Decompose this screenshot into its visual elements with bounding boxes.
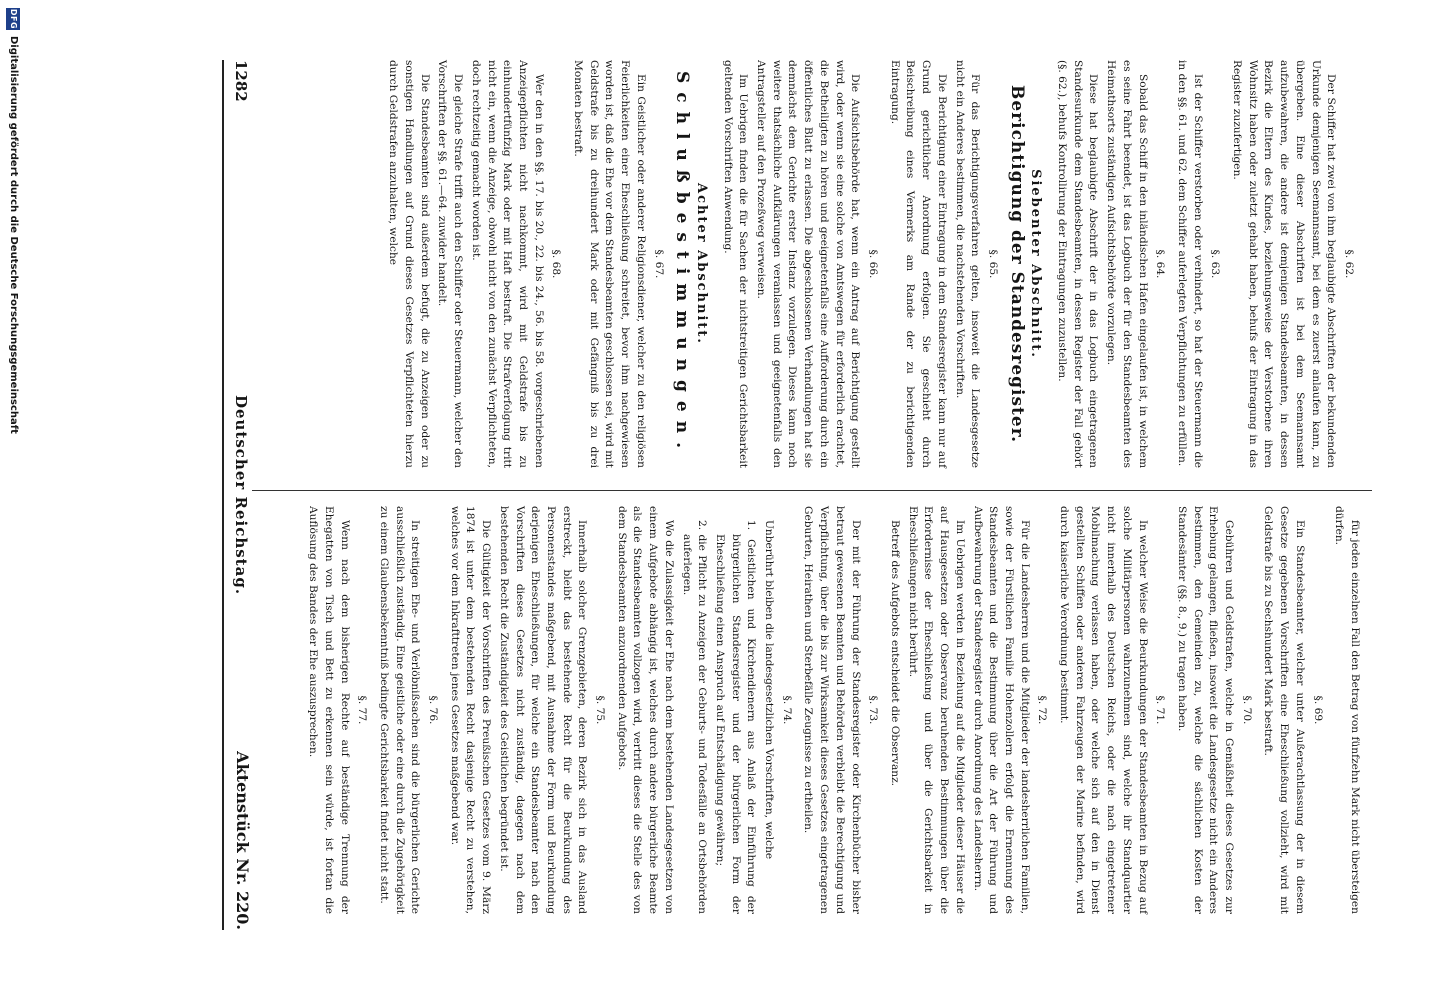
paragraph: Wo die Zulassigkeit der Ehe nach dem bestehenden Landesgesetzen von einem Aufgebote abhängig ist, welches durch andere bürgerliche Beamte als die Standesbeamten vollzogen wird, vertritt dieses die Stelle des von dem Standesbeamten anzuordnenden Aufgebots. xyxy=(615,506,675,914)
section-title: Berichtigung der Standesregister. xyxy=(1006,84,1027,444)
paragraph: Die Gültigkeit der Vorschriften des Preußischen Gesetzes vom 9. März 1874 ist unter dem bestehenden Recht dasjenige Recht zu verstehen, welches vor dem Inkrafttreten jenes Gesetzes maßgebend war. xyxy=(448,506,493,914)
paragraph-number: §. 70. xyxy=(1240,695,1253,725)
column-divider xyxy=(252,490,1372,491)
section-heading: Achter Abschnitt. xyxy=(693,183,709,345)
document-number: Aktenstück Nr. 220. xyxy=(233,751,252,930)
list-item: 2. die Pflicht zu Anzeigen der Geburts- und Todesfälle an Ortsbehörden auferlegen. xyxy=(680,520,709,914)
paragraph: Gebühren und Geldstrafen, welche in Gemäßheit dieses Gesetzes zur Erhebung gelangen, fließen, insoweit die Landesgesetze nicht ein Anderes bestimmen, den Gemeinden zu, welche die sächlichen Kosten der Standesämter (§§. 8., 9.) zu tragen haben. xyxy=(1175,506,1236,914)
paragraph: Wenn nach dem bisherigen Rechte auf beständige Trennung der Ehegatten von Tisch und Bett zu erkennen sein würde, ist fortan die Auflösung des Bandes der Ehe auszusprechen. xyxy=(307,506,351,914)
dfg-logo-icon: DFG xyxy=(6,8,20,30)
paragraph: Ist der Schiffer verstorben oder verhindert, so hat der Steuermann die in den §§. 61. und 62. dem Schiffer auferlegten Verpflichtungen zu erfüllen. xyxy=(1175,60,1204,468)
section-title: Schlußbestimmungen. xyxy=(672,71,693,457)
paragraph: In welcher Weise die Beurkundungen der Standesbeamten in Bezug auf solche Militärpersonen wahrzunehmen sind, welche ihr Standquartier nicht innerhalb des Deutschen Reichs, oder die nach eingetretener Mobilmachung verlassen haben, oder welche sich auf den in Dienst gestellten Schiffen oder anderen Fahrzeugen der Marine befinden, wird durch kaiserliche Verordnung bestimmt. xyxy=(1058,506,1149,914)
paragraph: Betreff des Aufgebots entscheidet die Observanz. xyxy=(889,520,902,787)
paragraph: Ein Geistlicher oder anderer Religionsdiener, welcher zu den religiösen Feierlichkeiten einer Eheschließung schreitet, bevor ihm nachgewiesen worden ist, daß die Ehe vor dem Standesbeamten geschlossen sei, wird mit Geldstrafe bis zu dreihundert Mark oder mit Gefängniß bis zu drei Monaten bestraft. xyxy=(572,60,647,468)
running-title: Deutscher Reichstag. xyxy=(232,394,250,596)
paragraph-number: §. 62. xyxy=(1343,249,1355,279)
paragraph: Die gleiche Strafe trifft auch den Schiffer oder Steuermann, welcher den Vorschriften der §§. 61.—64. zuwider handelt. xyxy=(436,60,465,468)
digitization-credit xyxy=(0,0,22,1000)
paragraph-number: §. 66. xyxy=(867,249,880,279)
credit-text: Digitalisierung gefördert durch die Deutsche Forschungsgemeinschaft xyxy=(8,36,19,434)
paragraph-number: §. 72. xyxy=(1036,695,1049,725)
paragraph-number: §. 73. xyxy=(867,695,880,725)
text-column-left xyxy=(383,60,1362,468)
paragraph-number: §. 75. xyxy=(594,695,607,725)
paragraph-number: §. 63. xyxy=(1209,249,1222,279)
paragraph: Sobald das Schiff in den inländischen Hafen eingelaufen ist, in welchem es seine Fahrt beendet, ist das Logbuch der für den Standesbeamten des Heimathsorts zuständigen Aufsichtsbehörde vorzulegen. xyxy=(1105,60,1149,468)
paragraph-number: §. 71. xyxy=(1154,695,1167,725)
paragraph-number: §. 65. xyxy=(986,249,999,279)
section-heading: Siebenter Abschnitt. xyxy=(1028,169,1044,359)
paragraph: Diese hat beglaubigte Abschrift der in das Logbuch eingetragenen Standesurkunde dem Standesbeamten, in dessen Register der Fall gehört (§. 62.), behufs Kontrollirung der Eintragungen zuzustellen. xyxy=(1056,60,1100,468)
paragraph: Der Schiffer hat zwei von ihm beglaubigte Abschriften der bekundenden Urkunde demjenigen Seemannsamt, bei dem es zuerst anlaufen kann, zu übergeben. Eine dieser Abschriften ist bei dem Seemannsamt aufzubewahren, die andere ist demjenigen Standesbeamten, in dessen Bezirk die Eltern des Kindes, beziehungsweise der Verstorbene ihren Wohnsitz haben oder zuletzt gehabt haben, behufs der Eintragung in das Register zuzufertigen. xyxy=(1231,60,1338,468)
paragraph: Im Uebrigen finden die für Sachen der nichtstreitigen Gerichtsbarkeit geltenden Vorschriften Anwendung. xyxy=(721,60,750,468)
paragraph: Die Aufsichtsbehörde hat, wenn ein Antrag auf Berichtigung gestellt wird, oder wenn sie eine solche von Amtswegen für erforderlich erachtet, die Betheiligten zu hören und geeignetenfalls eine Aufforderung durch ein öffentliches Blatt zu erlassen. Die abgeschlossenen Verhandlungen hat sie demnächst dem Gerichte erster Instanz vorzulegen. Dieses kann noch weitere thatsächliche Aufklärungen veranlassen und geeignetenfalls den Antragsteller auf den Prozeßweg verweisen. xyxy=(755,60,862,468)
paragraph-number: §. 76. xyxy=(427,695,440,725)
paragraph: Der mit der Führung der Standesregister oder Kirchenbücher bisher betraut gewesenen Beamten und Behörden verbleibt die Berechtigung und Verpflichtung, über die bis zur Wirksamkeit dieses Gesetzes eingetragenen Geburten, Heirathen und Sterbefälle Zeugnisse zu ertheilen. xyxy=(802,506,862,914)
paragraph-number: §. 67. xyxy=(652,249,665,279)
paragraph: Unberührt bleiben die landesgesetzlichen Vorschriften, welche xyxy=(763,520,776,860)
paragraph: Die Standesbeamten sind außerdem befugt, die zu Anzeigen oder zu sonstigen Handlungen auf Grund dieses Gesetzes Verpflichteten hierzu durch Geldstrafen anzuhalten, welche xyxy=(387,60,431,468)
paragraph-number: §. 64. xyxy=(1154,249,1167,279)
page-number: 1282 xyxy=(232,60,250,102)
paragraph-number: §. 68. xyxy=(550,249,563,279)
paragraph: Für die Landesherren und die Mitglieder der landesherrlichen Familien, sowie der Fürstlichen Familie Hohenzollern erfolgt die Ernennung des Standesbeamten und die Bestimmung über die Art der Führung und Aufbewahrung der Standesregister durch Anordnung des Landesherrn. xyxy=(971,506,1031,914)
paragraph-number: §. 74. xyxy=(780,695,793,725)
paragraph: Für das Berichtigungsverfahren gelten, insoweit die Landesgesetze nicht ein Anderes bestimmen, die nachstehenden Vorschriften. xyxy=(953,60,982,468)
paragraph-number: §. 77. xyxy=(356,695,369,725)
paragraph: Die Berichtigung einer Eintragung in dem Standesregister kann nur auf Grund gerichtlicher Anordnung erfolgen. Sie geschieht durch Beischreibung eines Vermerks am Rande der zu berichtigenden Eintragung. xyxy=(888,60,948,468)
paragraph: für jeden einzelnen Fall den Betrag von fünfzehn Mark nicht übersteigen dürfen. xyxy=(1333,506,1361,914)
text-column-right xyxy=(302,506,1362,914)
paragraph: Ein Standesbeamter, welcher unter Außerachtlassung der in diesem Gesetze gegebenen Vorschriften eine Eheschließung vollzieht, wird mit Geldstrafe bis zu Sechshundert Mark bestraft. xyxy=(1262,506,1306,914)
running-head xyxy=(222,60,254,930)
paragraph: In streitigen Ehe- und Verlöbnißsachen sind die bürgerlichen Gerichte ausschließlich zuständig. Eine geistliche oder eine durch die Zugehörigkeit zu einem Glaubensbekenntniß bedingte Gerichtsbarkeit findet nicht statt. xyxy=(377,506,422,914)
list-item: 1. Geistlichen und Kirchendienern aus Anlaß der Einführung der bürgerlichen Standesregister und der bürgerlichen Form der Eheschließung einen Anspruch auf Entschädigung gewähren; xyxy=(713,520,758,914)
paragraph: Wer den in den §§. 17. bis 20., 22. bis 24., 56. bis 58. vorgeschriebenen Anzeigepflichten nicht nachkommt, wird mit Geldstrafe bis zu einhundertfünfzig Mark oder mit Haft bestraft. Die Strafverfolgung tritt nicht ein, wenn die Anzeige, obwohl nicht von den zunächst Verpflichteten, doch rechtzeitig gemacht worden ist. xyxy=(469,60,545,468)
paragraph-number: §. 69. xyxy=(1311,695,1324,725)
paragraph: Im Uebrigen werden in Beziehung auf die Mitglieder dieser Häuser die auf Hausgesetzen oder Observanz beruhenden Bestimmungen über die Erfordernisse der Eheschließung und über die Gerichtsbarkeit in Eheschließungen nicht berührt. xyxy=(906,506,966,914)
paragraph: Innerhalb solcher Grenzgebieten, deren Bezirk sich in das Ausland erstreckt, bleibt das bestehende Recht für die Beurkundung des Personenstandes maßgebend, mit Ausnahme der Form und Beurkundung derjenigen Eheschließungen, für welche ein Standesbeamter nach den Vorschriften dieses Gesetzes nicht zuständig, dagegen nach dem bestehenden Recht die Zuständigkeit des Geistlichen begründet ist. xyxy=(497,506,589,914)
